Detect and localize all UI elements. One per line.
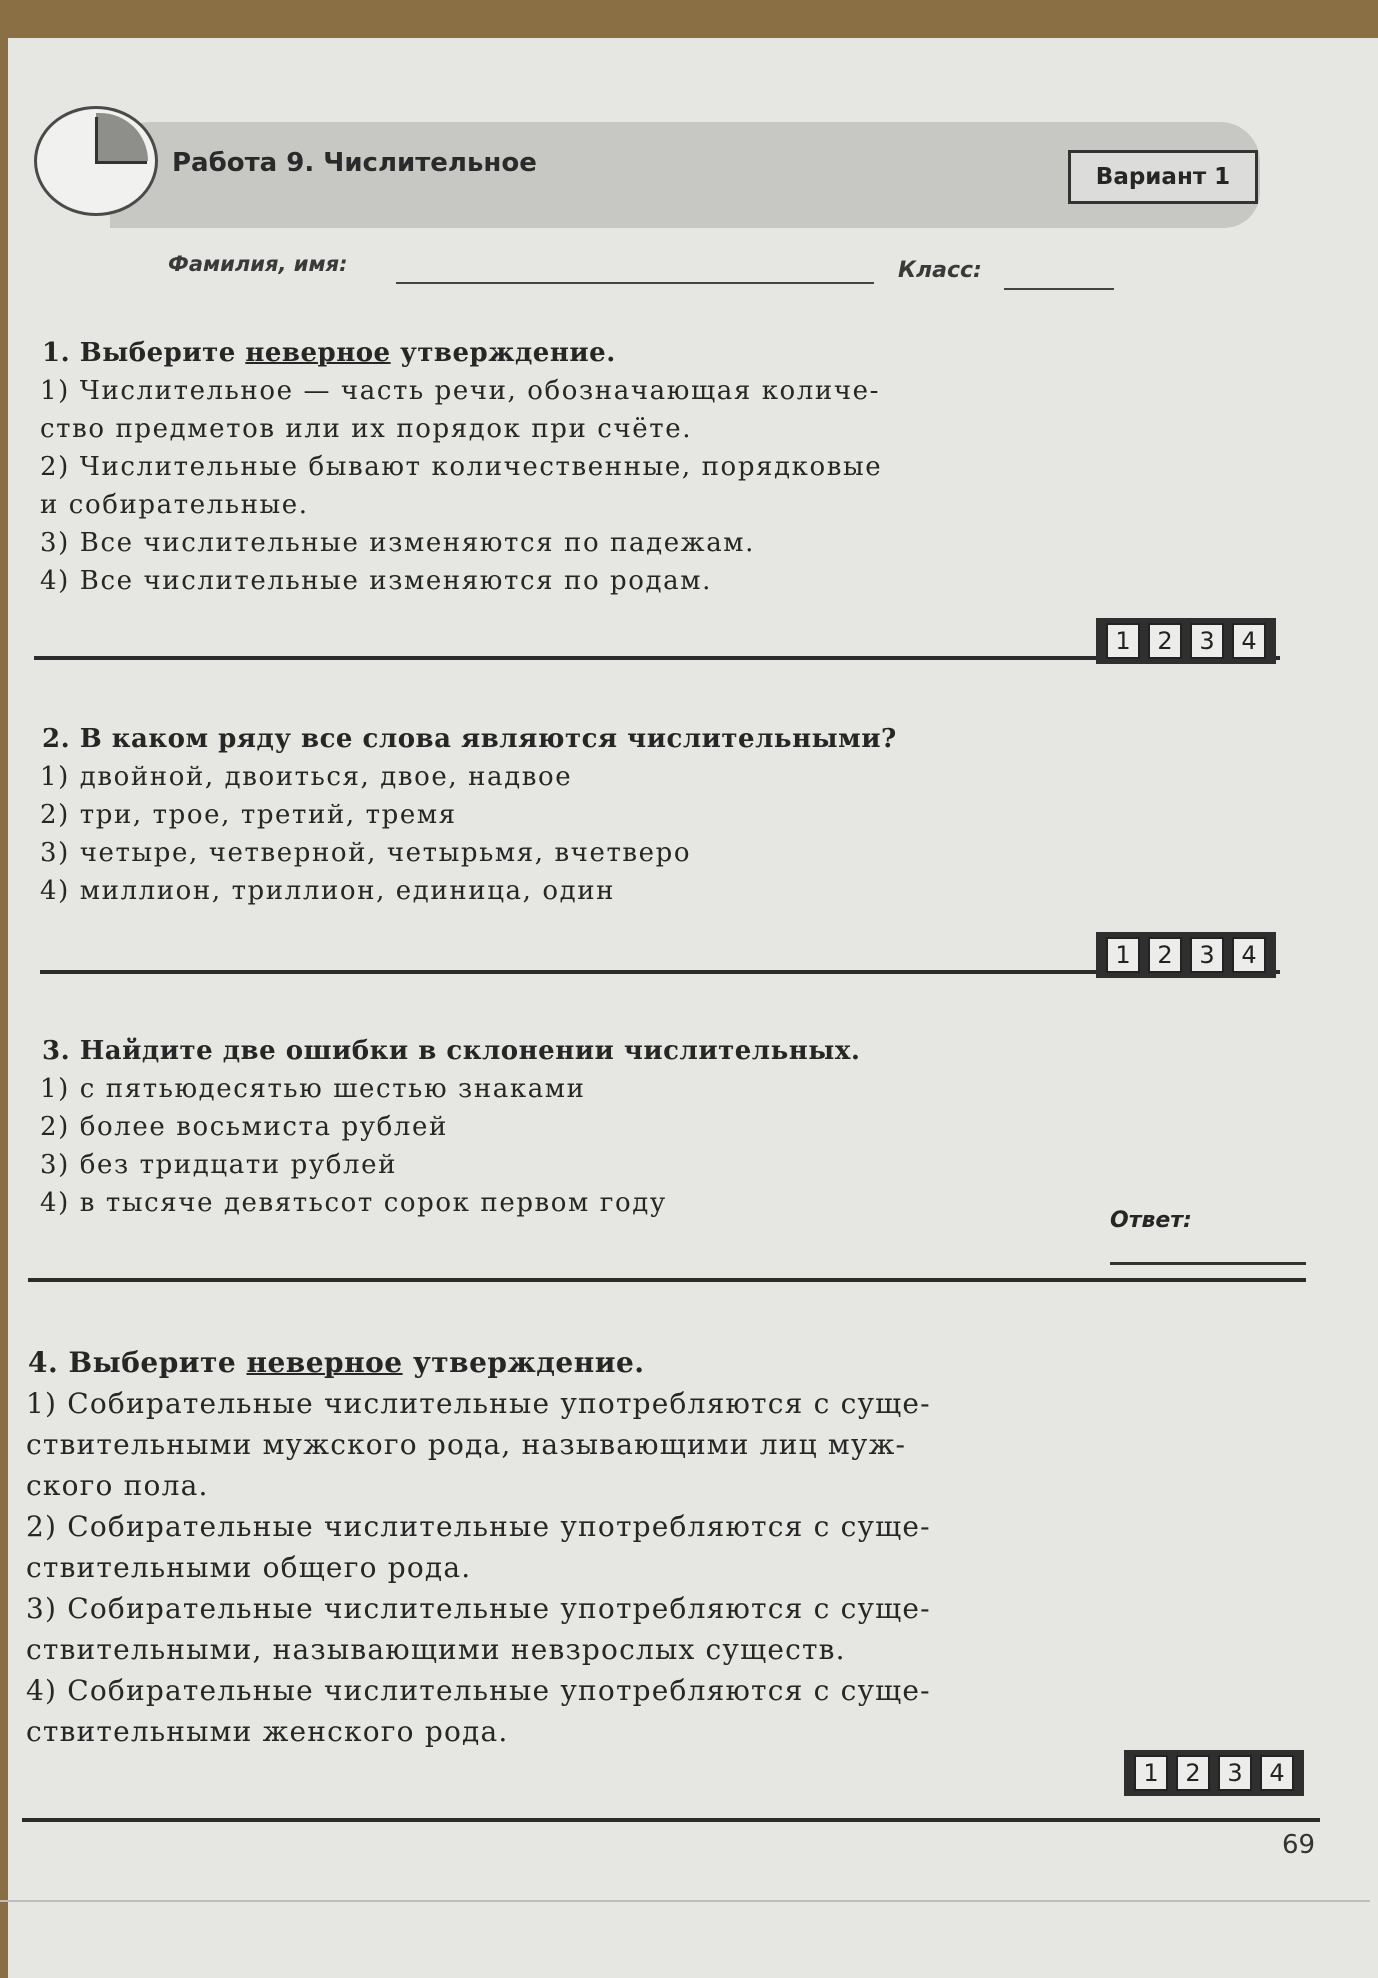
task-3 [36, 1036, 860, 1222]
choice-2[interactable]: 2 [1176, 1755, 1210, 1791]
answer-label: Ответ: [1110, 1208, 1192, 1233]
page-bottom-rule [0, 1900, 1370, 1902]
option-line: 4) миллион, триллион, единица, один [40, 876, 616, 906]
option-line: ствительными женского рода. [26, 1715, 509, 1748]
option-line: 4) Собирательные числительные употребляются с суще- [26, 1674, 931, 1707]
option-line: и собирательные. [40, 490, 309, 520]
choice-4[interactable]: 4 [1260, 1755, 1294, 1791]
choice-1[interactable]: 1 [1106, 937, 1140, 973]
choice-1[interactable]: 1 [1106, 623, 1140, 659]
choice-3[interactable]: 3 [1190, 937, 1224, 973]
option-line: 3) Все числительные изменяются по падежам. [40, 528, 755, 558]
answer-choices-4 [1124, 1750, 1304, 1796]
option-line: 1) Собирательные числительные употребляются с суще- [26, 1387, 931, 1420]
option-line: 3) без тридцати рублей [40, 1150, 398, 1180]
option-line: ского пола. [26, 1469, 209, 1502]
task-2 [36, 724, 897, 910]
option-line: 3) Собирательные числительные употребляются с суще- [26, 1592, 931, 1625]
page-number: 69 [1282, 1830, 1316, 1860]
choice-3[interactable]: 3 [1190, 623, 1224, 659]
choice-4[interactable]: 4 [1232, 623, 1266, 659]
option-line: ствительными мужского рода, называющими лиц муж- [26, 1428, 907, 1461]
class-field[interactable] [1004, 288, 1114, 290]
choice-2[interactable]: 2 [1148, 623, 1182, 659]
class-label: Класс: [898, 258, 982, 283]
option-line: 2) Собирательные числительные употребляются с суще- [26, 1510, 931, 1543]
option-line: 1) двойной, двоиться, двое, надвое [40, 762, 573, 792]
separator [22, 1818, 1320, 1822]
separator [28, 1278, 1306, 1282]
separator [34, 656, 1280, 660]
answer-field[interactable] [1110, 1262, 1306, 1265]
clock-icon [34, 106, 158, 216]
option-line: 1) Числительное — часть речи, обозначающая количе- [40, 376, 881, 406]
option-line: 2) три, трое, третий, тремя [40, 800, 457, 830]
choice-1[interactable]: 1 [1134, 1755, 1168, 1791]
choice-2[interactable]: 2 [1148, 937, 1182, 973]
task-4 [22, 1346, 931, 1752]
choice-3[interactable]: 3 [1218, 1755, 1252, 1791]
option-line: ствительными, называющими невзрослых существ. [26, 1633, 846, 1666]
task-1 [36, 338, 882, 600]
answer-choices-2 [1096, 932, 1276, 978]
task-4-question: 4. Выберите неверное утверждение. [28, 1346, 645, 1379]
option-line: 4) Все числительные изменяются по родам. [40, 566, 712, 596]
name-label: Фамилия, имя: [168, 252, 348, 276]
option-line: 2) более восьмиста рублей [40, 1112, 448, 1142]
option-line: 1) с пятьюдесятью шестью знаками [40, 1074, 586, 1104]
task-2-question: 2. В каком ряду все слова являются числительными? [42, 724, 897, 754]
work-title: Работа 9. Числительное [172, 148, 537, 178]
choice-4[interactable]: 4 [1232, 937, 1266, 973]
option-line: ствительными общего рода. [26, 1551, 472, 1584]
separator [40, 970, 1280, 974]
task-3-question: 3. Найдите две ошибки в склонении числительных. [42, 1036, 861, 1066]
option-line: ство предметов или их порядок при счёте. [40, 414, 693, 444]
variant-badge: Вариант 1 [1068, 150, 1258, 204]
option-line: 4) в тысяче девятьсот сорок первом году [40, 1188, 667, 1218]
option-line: 2) Числительные бывают количественные, порядковые [40, 452, 883, 482]
answer-choices-1 [1096, 618, 1276, 664]
task-1-question: 1. Выберите неверное утверждение. [42, 338, 616, 368]
name-field[interactable] [396, 282, 874, 284]
option-line: 3) четыре, четверной, четырьмя, вчетверо [40, 838, 692, 868]
